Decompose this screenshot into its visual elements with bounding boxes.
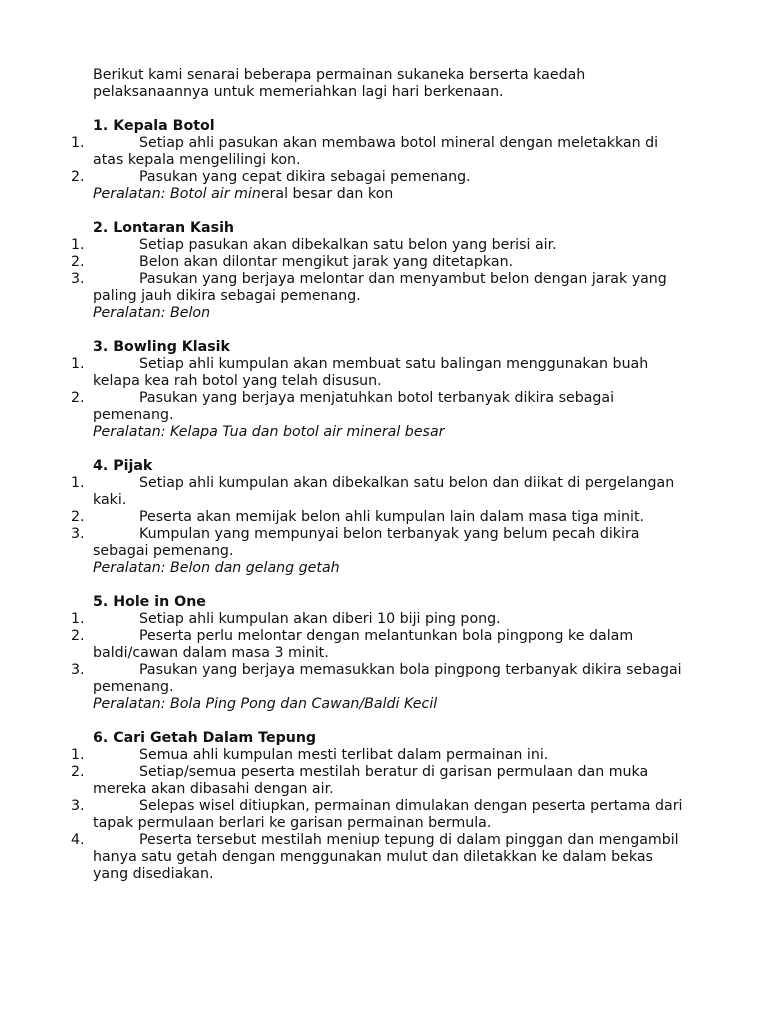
list-item [0,526,683,560]
numbered-list [0,135,768,186]
game-section [0,118,768,203]
list-item-number: 4. [71,832,85,848]
sections-container [0,118,768,883]
equipment-text-plain: eral besar dan kon [260,186,394,202]
numbered-list [0,237,768,305]
list-item [0,832,683,883]
list-item-text: Setiap pasukan akan dibekalkan satu belon yang berisi air. [139,237,557,253]
list-item [0,747,683,764]
list-item-number: 3. [71,798,85,814]
list-item [0,764,683,798]
list-item-number: 2. [71,509,85,525]
list-item-number: 1. [71,356,85,372]
numbered-list [0,611,768,696]
list-item-number: 3. [71,662,85,678]
list-item-number: 2. [71,169,85,185]
list-item-text: Setiap ahli kumpulan akan diberi 10 biji ping pong. [139,611,501,627]
intro-paragraph: Berikut kami senarai beberapa permainan sukaneka berserta kaedah pelaksanaannya untuk memeriahkan lagi hari berkenaan. [93,67,586,100]
list-item-text: Setiap ahli kumpulan akan membuat satu balingan menggunakan buah kelapa kea rah botol yang telah disusun. [93,356,649,389]
list-item [0,237,683,254]
list-item [0,390,683,424]
section-heading: 6. Cari Getah Dalam Tepung [93,730,317,746]
list-item-number: 3. [71,271,85,287]
document-page [0,67,768,883]
game-section [0,220,768,322]
list-item-number: 1. [71,747,85,763]
equipment-line [93,424,768,441]
numbered-list [0,747,768,883]
section-heading: 1. Kepala Botol [93,118,215,134]
equipment-text: Peralatan: Belon dan gelang getah [93,560,340,576]
numbered-list [0,475,768,560]
list-item-text: Setiap/semua peserta mestilah beratur di garisan permulaan dan muka mereka akan dibasahi dengan air. [93,764,649,797]
list-item-text: Pasukan yang berjaya melontar dan menyambut belon dengan jarak yang paling jauh dikira sebagai pemenang. [93,271,667,304]
equipment-text: Peralatan: Botol air min [93,186,261,202]
list-item-number: 3. [71,526,85,542]
list-item [0,475,683,509]
list-item-text: Peserta akan memijak belon ahli kumpulan lain dalam masa tiga minit. [139,509,645,525]
list-item-number: 2. [71,390,85,406]
equipment-line [93,305,768,322]
list-item-text: Pasukan yang berjaya memasukkan bola pingpong terbanyak dikira sebagai pemenang. [93,662,682,695]
game-section [0,730,768,883]
list-item [0,271,683,305]
list-item-number: 1. [71,237,85,253]
list-item-number: 2. [71,764,85,780]
equipment-line [93,186,768,203]
section-heading: 3. Bowling Klasik [93,339,230,355]
list-item [0,611,683,628]
equipment-text: Peralatan: Bola Ping Pong dan Cawan/Baldi Kecil [93,696,438,712]
list-item-number: 1. [71,135,85,151]
list-item-text: Pasukan yang cepat dikira sebagai pemenang. [139,169,471,185]
list-item-text: Selepas wisel ditiupkan, permainan dimulakan dengan peserta pertama dari tapak permulaan berlari ke garisan permainan bermula. [93,798,683,831]
numbered-list [0,356,768,424]
equipment-text: Peralatan: Kelapa Tua dan botol air mineral besar [93,424,445,440]
section-heading: 2. Lontaran Kasih [93,220,235,236]
list-item [0,135,683,169]
list-item-text: Peserta perlu melontar dengan melantunkan bola pingpong ke dalam baldi/cawan dalam masa 3 minit. [93,628,634,661]
list-item-number: 2. [71,628,85,644]
equipment-line [93,696,768,713]
list-item [0,628,683,662]
list-item-text: Kumpulan yang mempunyai belon terbanyak yang belum pecah dikira sebagai pemenang. [93,526,640,559]
section-heading: 5. Hole in One [93,594,206,610]
game-section [0,339,768,441]
list-item [0,169,683,186]
list-item-text: Semua ahli kumpulan mesti terlibat dalam permainan ini. [139,747,549,763]
list-item [0,254,683,271]
game-section [0,594,768,713]
list-item [0,662,683,696]
list-item-text: Setiap ahli kumpulan akan dibekalkan satu belon dan diikat di pergelangan kaki. [93,475,675,508]
list-item [0,356,683,390]
list-item-number: 1. [71,475,85,491]
section-heading: 4. Pijak [93,458,153,474]
equipment-text: Peralatan: Belon [93,305,211,321]
game-section [0,458,768,577]
list-item-text: Pasukan yang berjaya menjatuhkan botol terbanyak dikira sebagai pemenang. [93,390,615,423]
list-item-number: 1. [71,611,85,627]
list-item [0,509,683,526]
list-item-number: 2. [71,254,85,270]
list-item-text: Peserta tersebut mestilah meniup tepung di dalam pinggan dan mengambil hanya satu getah dengan menggunakan mulut dan diletakkan ke dalam bekas yang disediakan. [93,832,679,882]
list-item-text: Belon akan dilontar mengikut jarak yang ditetapkan. [139,254,514,270]
equipment-line [93,560,768,577]
list-item [0,798,683,832]
list-item-text: Setiap ahli pasukan akan membawa botol mineral dengan meletakkan di atas kepala mengelilingi kon. [93,135,659,168]
